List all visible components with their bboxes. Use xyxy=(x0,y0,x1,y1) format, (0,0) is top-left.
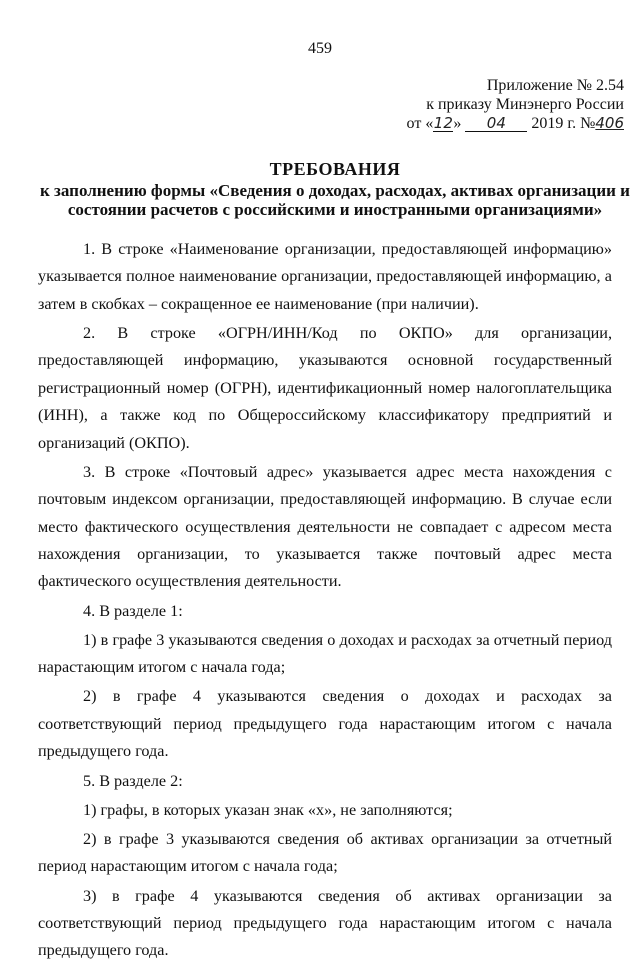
document-heading xyxy=(40,160,630,219)
appendix-date-line xyxy=(388,114,624,133)
paragraph-1: 1. В строке «Наименование организации, предоставляющей информацию» указывается полное наименование организации, предоставляющей информацию, а затем в скобках – сокращенное ее наименование (при наличии). xyxy=(38,240,612,313)
paragraph-4: 4. В разделе 1: xyxy=(83,601,183,620)
appendix-order: к приказу Минэнерго России xyxy=(426,96,624,113)
date-prefix: от « xyxy=(406,115,434,132)
appendix-header xyxy=(388,76,624,133)
heading-title: ТРЕБОВАНИЯ xyxy=(269,159,401,179)
paragraph-5: 5. В разделе 2: xyxy=(83,771,183,790)
appendix-number: Приложение № 2.54 xyxy=(486,77,624,94)
heading-subtitle-line1: к заполнению формы «Сведения о доходах, расходах, активах организации и xyxy=(40,181,630,200)
paragraph-3: 3. В строке «Почтовый адрес» указывается адрес места нахождения с почтовым индексом организации, предоставляющей информацию. В случае если место фактического осуществления деятельности не совпадает с адресом места нахождения организации, то указывается также почтовый адрес места фактического осуществления деятельности. xyxy=(38,462,612,591)
handwritten-month: 04 xyxy=(465,115,527,132)
page-number: 459 xyxy=(308,40,332,57)
handwritten-order-number: 406 xyxy=(595,114,624,132)
document-body xyxy=(38,236,612,967)
paragraph-4-item-2: 2) в графе 4 указываются сведения о доходах и расходах за соответствующий период предыдущего года нарастающим итогом с начала предыдущего года. xyxy=(38,687,612,761)
paragraph-2: 2. В строке «ОГРН/ИНН/Код по ОКПО» для организации, предоставляющей информацию, указываются основной государственный регистрационный номер (ОГРН), идентификационный номер налогоплательщика (ИНН), а также код по Общероссийскому классификатору предприятий и организаций (ОКПО). xyxy=(38,324,612,452)
date-mid: » xyxy=(453,115,462,132)
heading-subtitle-line2: состоянии расчетов с российскими и иностранными организациями» xyxy=(67,200,603,219)
paragraph-5-item-1: 1) графы, в которых указан знак «х», не заполняются; xyxy=(83,800,453,819)
date-year: 2019 г. № xyxy=(531,115,596,132)
paragraph-5-item-2: 2) в графе 3 указываются сведения об активах организации за отчетный период нарастающим итогом с начала года; xyxy=(38,829,612,876)
handwritten-day: 12 xyxy=(433,114,453,132)
paragraph-4-item-1: 1) в графе 3 указываются сведения о доходах и расходах за отчетный период нарастающим итогом с начала года; xyxy=(38,630,612,677)
paragraph-5-item-3: 3) в графе 4 указываются сведения об активах организации за соответствующий период предыдущего года нарастающим итогом с начала предыдущего года. xyxy=(38,886,612,960)
